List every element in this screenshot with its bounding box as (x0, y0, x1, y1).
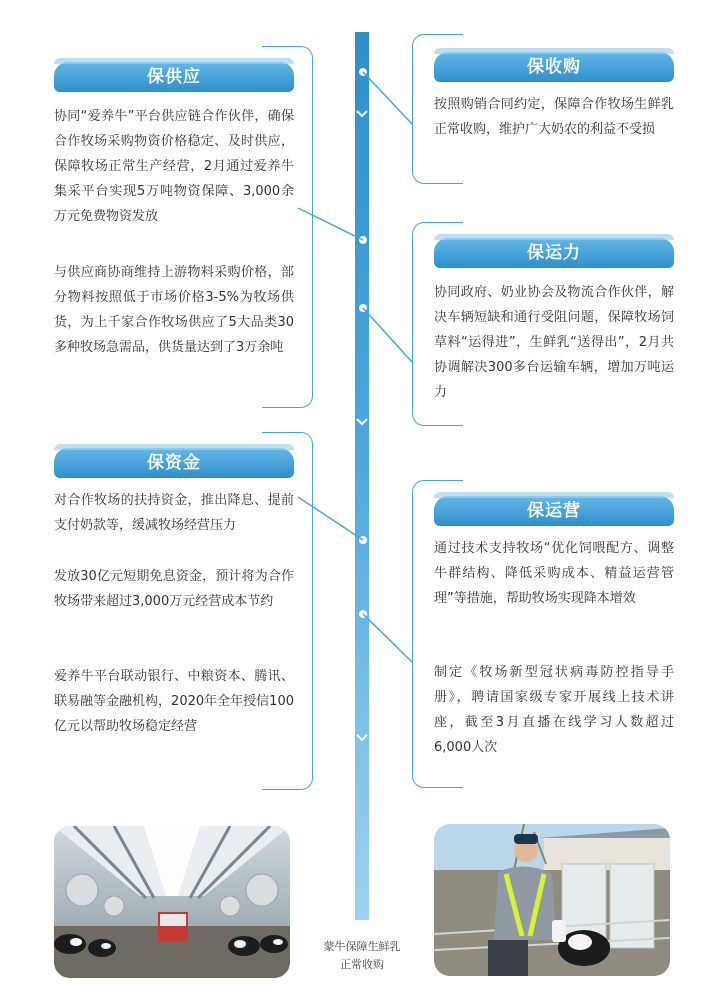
section-title: 保运力 (434, 238, 674, 268)
section-title: 保运营 (434, 496, 674, 526)
section-title: 保收购 (434, 52, 674, 82)
section-paragraph: 通过技术支持牧场“优化饲喂配方、调整牛群结构、降低采购成本、精益运营管理”等措施，帮助牧场实现降本增效 (434, 541, 674, 606)
timeline-dot (359, 236, 367, 244)
timeline-dot (359, 68, 367, 76)
section-paragraph: 对合作牧场的扶持资金，推出降息、提前支付奶款等，缓减牧场经营压力 (54, 493, 294, 533)
photo-caption (312, 938, 412, 974)
section-paragraph: 协同政府、奶业协会及物流合作伙伴，解决车辆短缺和通行受阻问题，保障牧场饲草料“运得进”，生鲜乳“送得出”，2月共协调解决300多台运输车辆，增加万吨运力 (434, 285, 674, 400)
section-paragraph: 按照购销合同约定，保障合作牧场生鲜乳正常收购，维护广大奶农的利益不受损 (434, 97, 674, 137)
timeline-spine (355, 32, 369, 920)
chevron-down-icon (355, 734, 369, 742)
section-title: 保资金 (54, 448, 294, 478)
section-paragraph: 制定《牧场新型冠状病毒防控指导手册》，聘请国家级专家开展线上技术讲座，截至3月直播在线学习人数超过6,000人次 (434, 665, 674, 755)
timeline-dot (359, 304, 367, 312)
timeline-dot (359, 610, 367, 618)
timeline-dot (359, 536, 367, 544)
section-title: 保供应 (54, 62, 294, 92)
section-paragraph: 发放30亿元短期免息资金，预计将为合作牧场带来超过3,000万元经营成本节约 (54, 569, 294, 609)
section-paragraph: 爱养牛平台联动银行、中粮资本、腾讯、联易融等金融机构，2020年全年授信100亿元以帮助牧场稳定经营 (54, 669, 294, 734)
section-paragraph: 协同“爱养牛”平台供应链合作伙伴，确保合作牧场采购物资价格稳定、及时供应，保障牧场正常生产经营，2月通过爱养牛集采平台实现5万吨物资保障、3,000余万元免费物资发放 (54, 109, 294, 224)
chevron-down-icon (355, 110, 369, 118)
chevron-down-icon (355, 418, 369, 426)
section-paragraph: 与供应商协商维持上游物料采购价格，部分物料按照低于市场价格3-5%为牧场供货，为上千家合作牧场供应了5大品类30多种牧场急需品，供货量达到了3万余吨 (54, 265, 294, 355)
caption-line: 蒙牛保障生鲜乳 (323, 940, 401, 953)
caption-line: 正常收购 (340, 958, 384, 971)
cow-barn-photo (54, 826, 290, 978)
worker-feeding-calf-photo (434, 824, 670, 976)
